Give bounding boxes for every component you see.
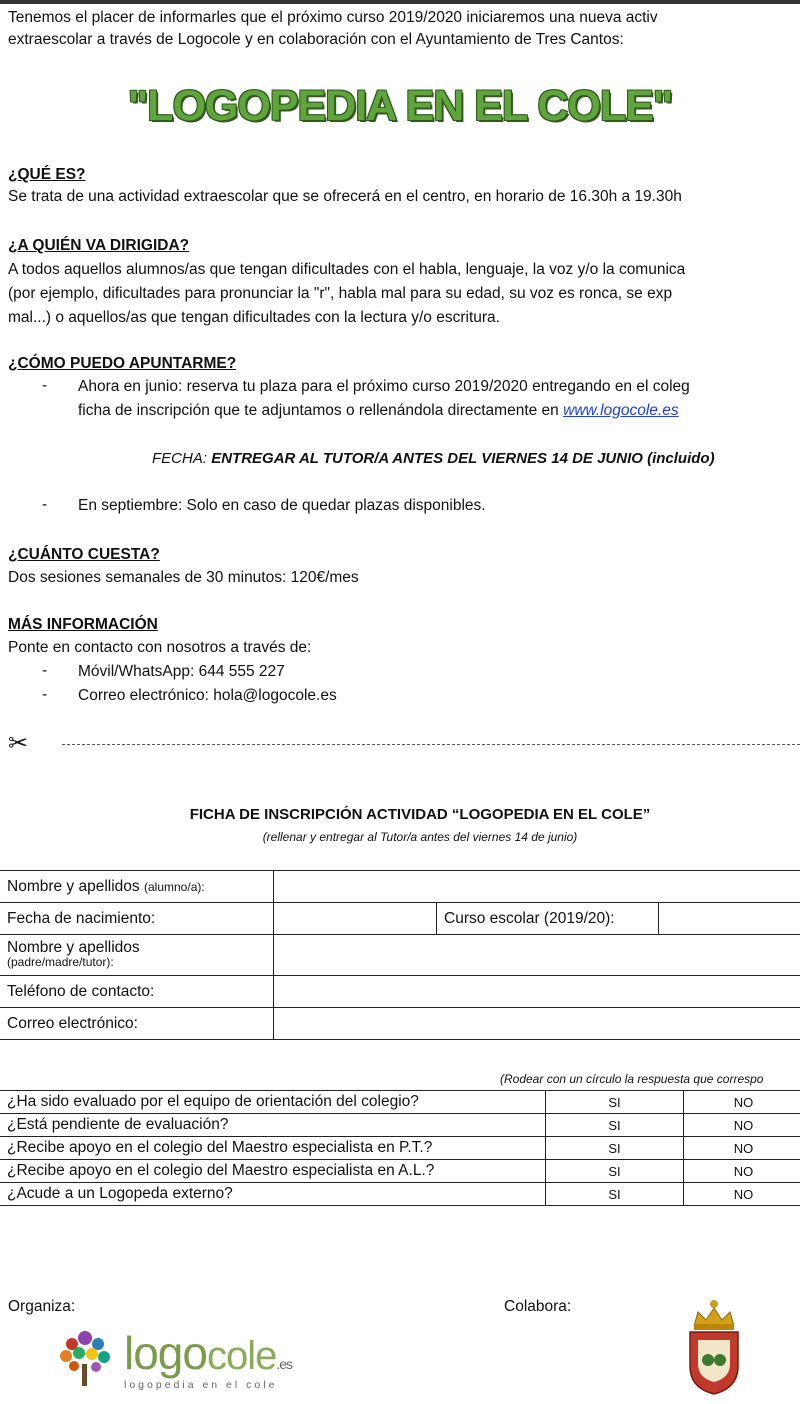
form-subtitle: (rellenar y entregar al Tutor/a antes del viernes 14 de junio) [262,830,578,844]
deadline-line [152,450,715,467]
contact-email: Correo electrónico: hola@logocole.es [78,687,337,704]
logo-tagline: logopedia en el cole [124,1379,278,1391]
email-label: Correo electrónico: [0,1008,274,1040]
logo-wordmark: logocole.es [124,1327,293,1379]
intro-line-1: Tenemos el placer de informarles que el próximo curso 2019/2020 iniciaremos una nueva activ [8,9,658,26]
logocole-logo [52,1326,322,1396]
phone-label: Teléfono de contacto: [0,976,274,1008]
question-text: ¿Acude a un Logopeda externo? [0,1183,546,1206]
heading-cuanto: ¿CUÁNTO CUESTA? [8,546,160,563]
heading-que-es: ¿QUÉ ES? [8,166,86,183]
mas-info-text: Ponte en contacto con nosotros a través de: [8,639,312,656]
a-quien-line: (por ejemplo, dificultades para pronunciar la "r", habla mal para su edad, su voz es ronca, se exp [8,285,673,302]
deadline-text: ENTREGAR AL TUTOR/A ANTES DEL VIERNES 14 DE JUNIO (incluido) [211,450,715,467]
deadline-label: FECHA: [152,450,208,467]
table-row [0,1114,800,1137]
table-row [0,976,800,1008]
bullet-dash: - [42,496,48,513]
answer-yes[interactable]: SI [546,1091,684,1114]
heading-mas-info: MÁS INFORMACIÓN [8,616,158,633]
answer-yes[interactable]: SI [546,1160,684,1183]
intro-line-2: extraescolar a través de Logocole y en colaboración con el Ayuntamiento de Tres Cantos: [8,31,624,48]
answer-yes[interactable]: SI [546,1137,684,1160]
como-bullet-1-line-2 [78,401,679,421]
school-year-label: Curso escolar (2019/20): [437,903,659,935]
question-text: ¿Ha sido evaluado por el equipo de orientación del colegio? [0,1091,546,1114]
tree-icon [52,1326,118,1388]
answer-yes[interactable]: SI [546,1183,684,1206]
table-row [0,1137,800,1160]
circle-note: (Rodear con un círculo la respuesta que correspo [500,1072,764,1086]
registration-table [0,870,800,1040]
bullet-dash: - [42,686,48,703]
school-year-field[interactable] [659,903,800,935]
answer-no[interactable]: NO [684,1160,800,1183]
parent-name-field[interactable] [274,935,800,976]
coat-of-arms-icon [684,1296,744,1396]
a-quien-line: mal...) o aquellos/as que tengan dificultades con la lectura y/o escritura. [8,309,500,326]
heading-a-quien: ¿A QUIÉN VA DIRIGIDA? [8,237,190,254]
student-name-label: Nombre y apellidos (alumno/a): [0,871,274,903]
parent-name-label: Nombre y apellidos (padre/madre/tutor): [0,935,274,976]
answer-no[interactable]: NO [684,1114,800,1137]
scissors-icon: ✂ [8,730,29,757]
table-row [0,1183,800,1206]
birthdate-label: Fecha de nacimiento: [0,903,274,935]
a-quien-line: A todos aquellos alumnos/as que tengan dificultades con el habla, lenguaje, la voz y/o la comunica [8,261,686,278]
email-field[interactable] [274,1008,800,1040]
como-bullet-2: En septiembre: Solo en caso de quedar plazas disponibles. [78,497,486,514]
que-es-text: Se trata de una actividad extraescolar que se ofrecerá en el centro, en horario de 16.30h a 19.30h [8,188,682,205]
question-text: ¿Recibe apoyo en el colegio del Maestro especialista en P.T.? [0,1137,546,1160]
answer-no[interactable]: NO [684,1137,800,1160]
answer-no[interactable]: NO [684,1183,800,1206]
birthdate-field[interactable] [274,903,437,935]
table-row [0,1160,800,1183]
document-title: "LOGOPEDIA EN EL COLE" [127,82,673,130]
form-title: FICHA DE INSCRIPCIÓN ACTIVIDAD “LOGOPEDIA EN EL COLE” [189,806,651,823]
heading-como: ¿CÓMO PUEDO APUNTARME? [8,355,237,372]
question-text: ¿Recibe apoyo en el colegio del Maestro especialista en A.L.? [0,1160,546,1183]
cut-line [62,744,800,745]
colabora-label: Colabora: [504,1298,572,1315]
answer-no[interactable]: NO [684,1091,800,1114]
cuanto-text: Dos sesiones semanales de 30 minutos: 120€/mes [8,569,359,586]
table-row [0,871,800,903]
bullet-dash: - [42,662,48,679]
organiza-label: Organiza: [8,1298,76,1315]
bullet-dash: - [42,377,48,394]
top-edge [0,0,800,4]
question-text: ¿Está pendiente de evaluación? [0,1114,546,1137]
como-bullet-1-text: ficha de inscripción que te adjuntamos o rellenándola directamente en [78,402,559,419]
table-row [0,903,800,935]
table-row [0,1091,800,1114]
questions-table [0,1090,800,1206]
table-row [0,1008,800,1040]
answer-yes[interactable]: SI [546,1114,684,1137]
logocole-link[interactable]: www.logocole.es [563,402,679,419]
table-row [0,935,800,976]
como-bullet-1-line-1: Ahora en junio: reserva tu plaza para el próximo curso 2019/2020 entregando en el coleg [78,378,690,395]
student-name-field[interactable] [274,871,800,903]
phone-field[interactable] [274,976,800,1008]
contact-phone: Móvil/WhatsApp: 644 555 227 [78,663,285,680]
